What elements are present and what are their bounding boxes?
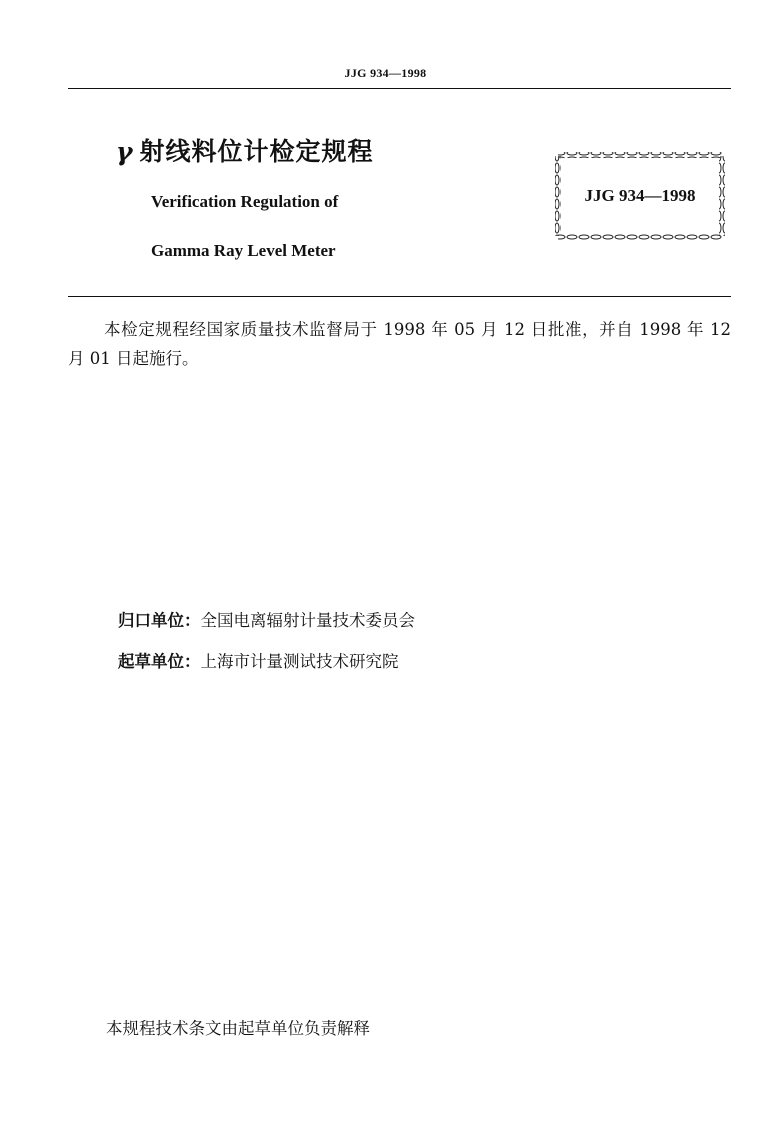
chinese-title [116, 132, 374, 168]
interpretation-note: 本规程技术条文由起草单位负责解释 [106, 1019, 370, 1038]
drafting-unit-line [118, 648, 399, 672]
responsible-unit-label: 归口单位： [118, 611, 201, 630]
header-standard-code: JJG 934—1998 [344, 66, 427, 80]
english-title-line-1: Verification Regulation of [151, 192, 339, 211]
approval-paragraph: 本检定规程经国家质量技术监督局于 1998 年 05 月 12 日批准，并自 1998 年 12 月 01 日起施行。 [68, 320, 731, 368]
responsible-unit-value: 全国电离辐射计量技术委员会 [200, 611, 415, 630]
gamma-symbol: γ [116, 137, 134, 166]
drafting-unit-label: 起草单位： [118, 652, 201, 671]
chinese-title-text: 射线料位计检定规程 [139, 137, 374, 166]
drafting-unit-value: 上海市计量测试技术研究院 [200, 652, 399, 671]
standard-code-box [554, 150, 726, 242]
responsible-unit-line [118, 607, 415, 631]
middle-divider [68, 296, 731, 297]
english-title-line-2: Gamma Ray Level Meter [151, 241, 336, 260]
top-divider [68, 88, 731, 89]
standard-code-text: JJG 934—1998 [584, 186, 696, 205]
